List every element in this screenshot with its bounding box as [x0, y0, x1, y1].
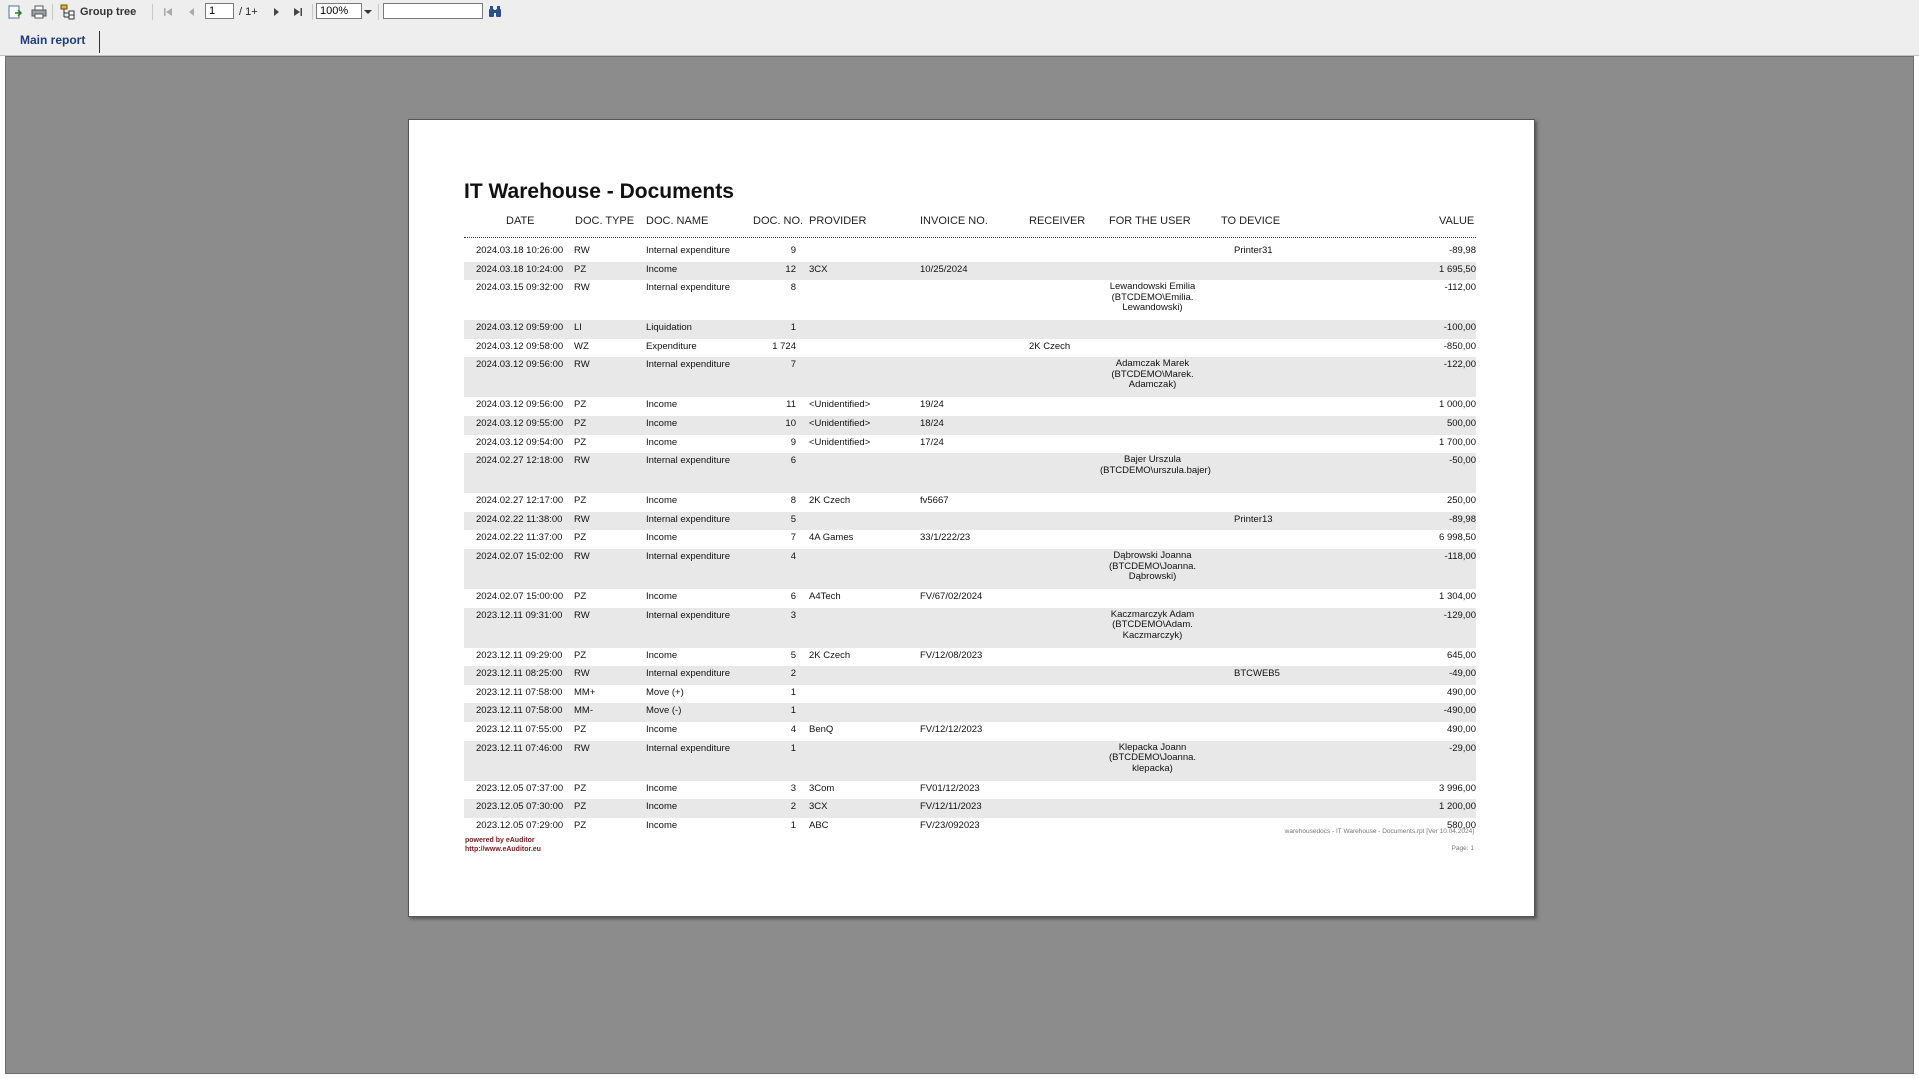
table-cell-value: -100,00	[1443, 322, 1476, 334]
table-cell-no: 5	[790, 649, 796, 661]
table-cell-type: PZ	[574, 724, 587, 735]
table-row	[464, 416, 1476, 435]
table-cell-no: 7	[790, 359, 796, 371]
table-cell-type: PZ	[574, 418, 587, 429]
table-cell-date: 2024.02.07 15:02:00	[476, 551, 564, 562]
table-cell-value: -112,00	[1444, 282, 1476, 294]
table-cell-value: 645,00	[1446, 649, 1476, 661]
table-cell-date: 2024.03.15 09:32:00	[476, 282, 564, 294]
table-cell-no: 9	[790, 245, 796, 256]
table-cell-date: 2023.12.11 09:29:00	[476, 649, 563, 661]
table-cell-no: 1	[790, 322, 796, 334]
previous-page-button[interactable]	[184, 3, 200, 21]
table-cell-user: Adamczak Marek (BTCDEMO\Marek. Adamczak)	[1111, 358, 1194, 391]
table-row	[464, 549, 1476, 589]
table-cell-device: Printer31	[1234, 245, 1273, 256]
table-row	[464, 493, 1476, 512]
table-cell-name: Expenditure	[646, 340, 697, 352]
report-viewer-toolbar	[0, 0, 1919, 25]
table-cell-no: 6	[790, 591, 796, 602]
report-file-info: warehousedocs - IT Warehouse - Documents.rpt [Ver 10.04.2024]	[1284, 828, 1474, 835]
table-cell-provider: 3Com	[809, 782, 835, 794]
table-cell-name: Income	[646, 801, 678, 813]
header-divider	[464, 237, 1476, 238]
table-row	[464, 453, 1476, 493]
table-cell-provider: BenQ	[809, 724, 834, 735]
table-cell-type: PZ	[574, 532, 587, 544]
zoom-dropdown-button[interactable]	[362, 3, 374, 21]
table-cell-invoice: FV/12/11/2023	[920, 801, 982, 813]
table-cell-name: Income	[646, 399, 678, 411]
table-cell-type: RW	[574, 455, 590, 467]
table-cell-date: 2024.02.22 11:38:00	[476, 513, 563, 525]
page-total-label: / 1+	[239, 6, 258, 18]
page-number-label: Page: 1	[1451, 845, 1474, 852]
table-cell-provider: 3CX	[809, 801, 828, 813]
table-cell-value: 1 304,00	[1439, 591, 1476, 602]
table-row	[464, 722, 1476, 741]
table-cell-no: 9	[790, 436, 796, 448]
table-cell-no: 2	[790, 668, 796, 680]
table-cell-value: -29,00	[1449, 742, 1476, 754]
table-cell-name: Liquidation	[646, 322, 692, 334]
table-cell-no: 8	[790, 495, 796, 507]
tab-main-report[interactable]: Main report	[6, 31, 100, 53]
table-cell-date: 2024.03.12 09:54:00	[476, 436, 564, 448]
table-cell-invoice: FV/67/02/2024	[920, 591, 983, 602]
table-cell-date: 2024.03.12 09:56:00	[476, 359, 564, 371]
table-cell-type: WZ	[574, 340, 589, 352]
table-cell-type: RW	[574, 245, 590, 256]
table-cell-no: 1	[790, 686, 796, 698]
table-cell-type: RW	[574, 668, 590, 680]
table-cell-date: 2024.03.12 09:56:00	[476, 399, 564, 411]
table-cell-date: 2024.03.12 09:58:00	[476, 340, 564, 352]
table-cell-type: MM-	[574, 705, 593, 717]
table-cell-provider: ABC	[809, 819, 829, 831]
binoculars-icon	[488, 5, 502, 19]
table-cell-no: 1	[790, 819, 796, 831]
table-row	[464, 357, 1476, 397]
table-cell-value: -49,00	[1449, 668, 1476, 680]
table-cell-name: Internal expenditure	[646, 742, 730, 754]
table-cell-value: -50,00	[1449, 455, 1476, 467]
table-cell-invoice: 18/24	[920, 418, 944, 429]
report-tab-bar	[0, 24, 1919, 56]
table-cell-date: 2024.03.18 10:24:00	[476, 263, 564, 275]
table-row	[464, 608, 1476, 648]
table-cell-value: -122,00	[1443, 359, 1476, 371]
column-header-receiver: RECEIVER	[1029, 215, 1086, 227]
table-cell-type: PZ	[574, 819, 587, 831]
table-cell-value: 250,00	[1446, 495, 1476, 507]
table-cell-value: 490,00	[1446, 724, 1476, 735]
table-cell-no: 1 724	[772, 340, 796, 352]
table-cell-no: 3	[790, 782, 796, 794]
table-cell-date: 2023.12.11 07:46:00	[476, 742, 563, 754]
print-icon	[31, 4, 47, 20]
search-input[interactable]	[383, 3, 483, 19]
table-cell-type: LI	[574, 322, 582, 334]
table-row	[464, 530, 1476, 549]
export-icon	[7, 4, 23, 20]
table-cell-date: 2023.12.11 07:55:00	[476, 724, 563, 735]
table-cell-type: RW	[574, 513, 590, 525]
first-page-button[interactable]	[160, 3, 176, 21]
table-cell-invoice: 19/24	[920, 399, 944, 411]
table-cell-date: 2023.12.11 08:25:00	[476, 668, 563, 680]
table-cell-no: 3	[790, 609, 796, 621]
table-cell-type: MM+	[574, 686, 596, 698]
table-cell-no: 4	[790, 724, 796, 735]
table-cell-value: 1 700,00	[1439, 436, 1476, 448]
table-cell-value: 580,00	[1446, 819, 1476, 831]
table-cell-name: Internal expenditure	[646, 455, 730, 467]
table-cell-provider: <Unidentified>	[809, 436, 871, 448]
table-cell-type: RW	[574, 609, 590, 621]
table-cell-provider: A4Tech	[809, 591, 841, 602]
table-cell-date: 2023.12.05 07:37:00	[476, 782, 564, 794]
table-cell-provider: 3CX	[809, 263, 828, 275]
table-cell-name: Income	[646, 591, 678, 602]
table-cell-name: Income	[646, 782, 678, 794]
column-header-doc-no: DOC. NO.	[753, 215, 804, 227]
column-header-date: DATE	[506, 215, 535, 227]
group-tree-icon	[60, 4, 76, 20]
table-cell-invoice: FV/12/12/2023	[920, 724, 983, 735]
table-cell-invoice: 17/24	[920, 436, 944, 448]
table-row	[464, 685, 1476, 704]
table-cell-value: -129,00	[1443, 609, 1476, 621]
column-header-doc-type: DOC. TYPE	[575, 215, 635, 227]
table-cell-no: 6	[790, 455, 796, 467]
next-page-icon	[270, 6, 282, 18]
table-cell-value: -89,98	[1449, 513, 1476, 525]
table-cell-name: Income	[646, 724, 678, 735]
search-button[interactable]	[487, 3, 503, 21]
table-cell-date: 2024.02.22 11:37:00	[476, 532, 563, 544]
table-cell-date: 2023.12.11 07:58:00	[476, 686, 563, 698]
column-header-value: VALUE	[1439, 215, 1475, 227]
table-cell-type: PZ	[574, 263, 587, 275]
table-cell-receiver: 2K Czech	[1029, 340, 1071, 352]
table-cell-name: Income	[646, 263, 678, 275]
table-cell-value: 1 200,00	[1439, 801, 1476, 813]
table-cell-value: 6 998,50	[1439, 532, 1476, 544]
table-cell-invoice: FV01/12/2023	[920, 782, 980, 794]
table-row	[464, 703, 1476, 722]
table-cell-name: Income	[646, 649, 678, 661]
table-cell-name: Internal expenditure	[646, 245, 730, 256]
table-cell-no: 4	[790, 551, 796, 562]
table-cell-no: 10	[785, 418, 796, 429]
table-cell-date: 2023.12.11 09:31:00	[476, 609, 563, 621]
table-row	[464, 243, 1476, 262]
powered-by-label: powered by eAuditor	[465, 837, 535, 844]
table-cell-type: RW	[574, 359, 590, 371]
table-cell-value: -118,00	[1444, 551, 1476, 562]
table-cell-name: Internal expenditure	[646, 609, 730, 621]
report-viewer-area[interactable]	[5, 56, 1914, 1074]
table-cell-date: 2024.02.27 12:17:00	[476, 495, 564, 507]
table-cell-no: 12	[785, 263, 796, 275]
table-cell-type: PZ	[574, 782, 587, 794]
table-cell-user: Klepacka Joann (BTCDEMO\Joanna. klepacka)	[1108, 741, 1197, 774]
table-cell-provider: 2K Czech	[809, 495, 851, 507]
table-cell-type: PZ	[574, 801, 587, 813]
table-cell-type: RW	[574, 742, 590, 754]
chevron-down-icon	[364, 9, 372, 15]
next-page-button[interactable]	[268, 3, 284, 21]
table-cell-date: 2023.12.11 07:58:00	[476, 705, 563, 717]
toolbar-separator	[52, 4, 53, 20]
table-cell-device: Printer13	[1234, 513, 1273, 525]
toolbar-separator	[378, 4, 379, 20]
page-number-input[interactable]	[205, 3, 234, 19]
table-cell-date: 2024.03.12 09:59:00	[476, 322, 564, 334]
table-cell-value: -850,00	[1443, 340, 1476, 352]
column-header-provider: PROVIDER	[809, 215, 867, 227]
table-cell-user: Kaczmarczyk Adam (BTCDEMO\Adam. Kaczmarczyk)	[1110, 608, 1195, 641]
table-row	[464, 320, 1476, 339]
table-cell-no: 1	[790, 705, 796, 717]
table-cell-date: 2024.03.12 09:55:00	[476, 418, 564, 429]
table-cell-invoice: 33/1/222/23	[920, 532, 971, 544]
group-tree-label: Group tree	[80, 6, 137, 18]
table-cell-invoice: 10/25/2024	[920, 263, 968, 275]
last-page-icon	[292, 6, 304, 18]
table-row	[464, 781, 1476, 800]
table-cell-name: Income	[646, 819, 678, 831]
column-header-to-device: TO DEVICE	[1221, 215, 1281, 227]
table-cell-name: Internal expenditure	[646, 551, 730, 562]
report-page	[408, 119, 1535, 917]
table-cell-type: RW	[574, 282, 590, 294]
table-cell-type: PZ	[574, 399, 587, 411]
column-header-for-the-user: FOR THE USER	[1109, 215, 1191, 227]
table-cell-provider: 4A Games	[809, 532, 854, 544]
table-cell-invoice: FV/12/08/2023	[920, 649, 983, 661]
powered-by-footer	[465, 836, 541, 854]
table-cell-no: 7	[790, 532, 796, 544]
table-cell-name: Income	[646, 495, 678, 507]
table-cell-type: PZ	[574, 649, 587, 661]
table-cell-provider: 2K Czech	[809, 649, 851, 661]
table-cell-value: 3 996,00	[1439, 782, 1476, 794]
table-cell-name: Internal expenditure	[646, 513, 730, 525]
toolbar-separator	[152, 4, 153, 20]
table-cell-type: PZ	[574, 591, 587, 602]
table-row	[464, 666, 1476, 685]
table-cell-device: BTCWEB5	[1234, 668, 1280, 680]
table-cell-value: 1 000,00	[1439, 399, 1476, 411]
zoom-select[interactable]	[316, 3, 362, 19]
table-cell-no: 2	[790, 801, 796, 813]
table-row	[464, 262, 1476, 281]
table-cell-name: Internal expenditure	[646, 282, 730, 294]
table-cell-value: 500,00	[1446, 418, 1476, 429]
table-cell-no: 5	[790, 513, 796, 525]
table-row	[464, 397, 1476, 416]
table-cell-date: 2024.02.07 15:00:00	[476, 591, 564, 602]
table-row	[464, 512, 1476, 531]
report-title: IT Warehouse - Documents	[464, 180, 734, 203]
table-cell-value: -490,00	[1443, 705, 1476, 717]
table-cell-no: 1	[790, 742, 796, 754]
table-row	[464, 589, 1476, 608]
table-cell-name: Income	[646, 532, 678, 544]
table-cell-invoice: FV/23/092023	[920, 819, 980, 831]
table-cell-type: PZ	[574, 436, 587, 448]
table-cell-date: 2024.02.27 12:18:00	[476, 455, 564, 467]
table-cell-name: Move (-)	[646, 705, 682, 717]
group-tree-button[interactable]	[60, 3, 138, 21]
powered-by-url[interactable]: http://www.eAuditor.eu	[465, 846, 541, 853]
table-cell-type: PZ	[574, 495, 587, 507]
table-row	[464, 799, 1476, 818]
print-button[interactable]	[30, 3, 48, 21]
column-header-doc-name: DOC. NAME	[646, 215, 709, 227]
toolbar-separator	[312, 4, 313, 20]
table-cell-name: Internal expenditure	[646, 668, 730, 680]
table-cell-name: Income	[646, 436, 678, 448]
previous-page-icon	[186, 6, 198, 18]
table-row	[464, 648, 1476, 667]
table-cell-value: -89,98	[1449, 245, 1476, 256]
table-row	[464, 280, 1476, 320]
table-row	[464, 339, 1476, 358]
table-cell-user: Lewandowski Emilia (BTCDEMO\Emilia. Lewandowski)	[1109, 281, 1196, 314]
export-button[interactable]	[6, 3, 24, 21]
table-cell-value: 490,00	[1446, 686, 1476, 698]
table-cell-provider: <Unidentified>	[809, 418, 871, 429]
table-cell-date: 2024.03.18 10:26:00	[476, 245, 564, 256]
table-cell-date: 2023.12.05 07:29:00	[476, 819, 564, 831]
table-cell-provider: <Unidentified>	[809, 399, 871, 411]
column-header-invoice-no: INVOICE NO.	[920, 215, 988, 227]
table-cell-invoice: fv5667	[920, 495, 949, 507]
table-cell-name: Internal expenditure	[646, 359, 730, 371]
table-cell-value: 1 695,50	[1439, 263, 1476, 275]
table-cell-user: Dąbrowski Joanna (BTCDEMO\Joanna. Dąbrowski)	[1108, 550, 1197, 582]
table-cell-name: Move (+)	[646, 686, 684, 698]
last-page-button[interactable]	[290, 3, 306, 21]
table-cell-name: Income	[646, 418, 678, 429]
table-row	[464, 435, 1476, 454]
first-page-icon	[162, 6, 174, 18]
table-cell-date: 2023.12.05 07:30:00	[476, 801, 564, 813]
table-cell-type: RW	[574, 551, 590, 562]
table-cell-no: 11	[786, 399, 796, 411]
table-cell-user: Bajer Urszula (BTCDEMO\urszula.bajer)	[1100, 454, 1211, 476]
table-cell-no: 8	[790, 282, 796, 294]
table-row	[464, 741, 1476, 781]
